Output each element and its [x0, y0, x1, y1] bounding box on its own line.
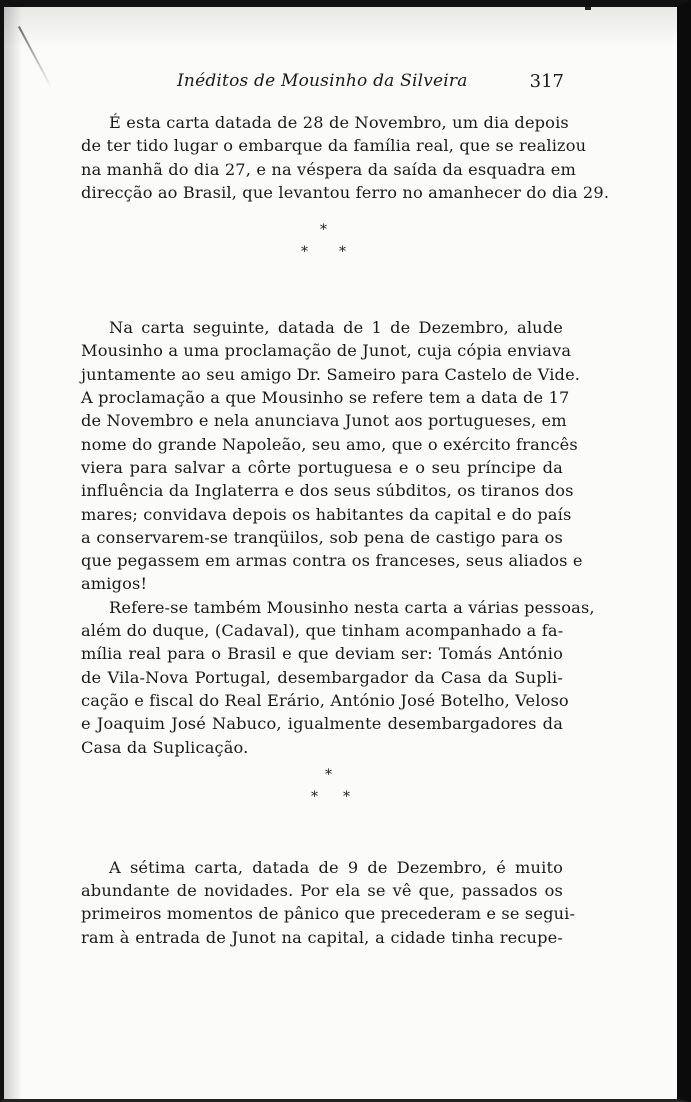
text-line: Mousinho a uma proclamação de Junot, cuja cópia enviava — [81, 341, 572, 361]
asterisk: * — [339, 244, 346, 261]
paragraph-1 — [81, 111, 610, 204]
text-line: primeiros momentos de pânico que precederam e se segui- — [81, 904, 576, 924]
asterism-divider-2 — [81, 767, 563, 811]
paragraph-2 — [81, 316, 583, 596]
text-line: influência da Inglaterra e dos seus súbditos, os tiranos dos — [81, 481, 574, 501]
text-line: abundante de novidades. Por ela se vê que, passados os — [81, 881, 563, 901]
text-line: É esta carta datada de 28 de Novembro, um dia depois — [109, 113, 569, 132]
text-line: nome do grande Napoleão, seu amo, que o exército francês — [81, 434, 578, 454]
paragraph-4 — [81, 856, 576, 949]
text-line: que pegassem em armas contra os franceses, seus aliados e — [81, 551, 583, 571]
text-line: além do duque, (Cadaval), que tinham acompanhado a fa- — [81, 621, 564, 641]
text-line: e Joaquim José Nabuco, igualmente desembargadores da — [81, 714, 563, 734]
asterisk: * — [343, 788, 350, 805]
text-line: de ter tido lugar o embarque da família real, que se realizou — [81, 136, 587, 156]
asterisk: * — [301, 244, 308, 261]
text-line: mília real para o Brasil e que deviam ser: Tomás António — [81, 644, 563, 664]
text-line: A sétima carta, datada de 9 de Dezembro, é muito — [109, 857, 563, 877]
paragraph-3 — [81, 596, 595, 759]
text-line: de Vila-Nova Portugal, desembargador da Casa da Supli- — [81, 667, 563, 687]
text-line: de Novembro e nela anunciava Junot aos portugueses, em — [81, 411, 567, 431]
asterisk: * — [311, 788, 318, 805]
text-line: na manhã do dia 27, e na véspera da saída da esquadra em — [81, 159, 576, 179]
text-line: amigos! — [81, 574, 148, 594]
asterisk: * — [320, 222, 327, 239]
left-edge-shadow — [4, 7, 22, 1099]
text-line: Na carta seguinte, datada de 1 de Dezembro, alude — [109, 318, 563, 338]
text-line: juntamente ao seu amigo Dr. Sameiro para Castelo de Vide. — [81, 364, 581, 384]
text-line: mares; convidava depois os habitantes da capital e do país — [81, 504, 572, 524]
text-line: Casa da Suplicação. — [81, 737, 249, 757]
asterisk: * — [325, 766, 332, 783]
text-line: Refere-se também Mousinho nesta carta a várias pessoas, — [109, 597, 595, 617]
top-edge-shadow — [4, 7, 677, 47]
book-page — [81, 65, 610, 949]
running-title: Inéditos de Mousinho da Silveira — [177, 71, 468, 91]
text-line: ram à entrada de Junot na capital, a cidade tinha recupe- — [81, 927, 563, 947]
text-line: cação e fiscal do Real Erário, António José Botelho, Veloso — [81, 690, 569, 710]
text-line: A proclamação a que Mousinho se refere tem a data de 17 — [81, 388, 570, 408]
scan-top-mark — [585, 4, 591, 10]
running-head — [81, 65, 563, 95]
text-line: viera para salvar a côrte portuguesa e o seu príncipe da — [81, 457, 563, 477]
asterism-divider-1 — [81, 222, 563, 266]
page-number: 317 — [529, 71, 564, 92]
text-line: direcção ao Brasil, que levantou ferro no amanhecer do dia 29. — [81, 182, 610, 202]
text-line: a conservarem-se tranqüilos, sob pena de castigo para os — [81, 527, 563, 547]
